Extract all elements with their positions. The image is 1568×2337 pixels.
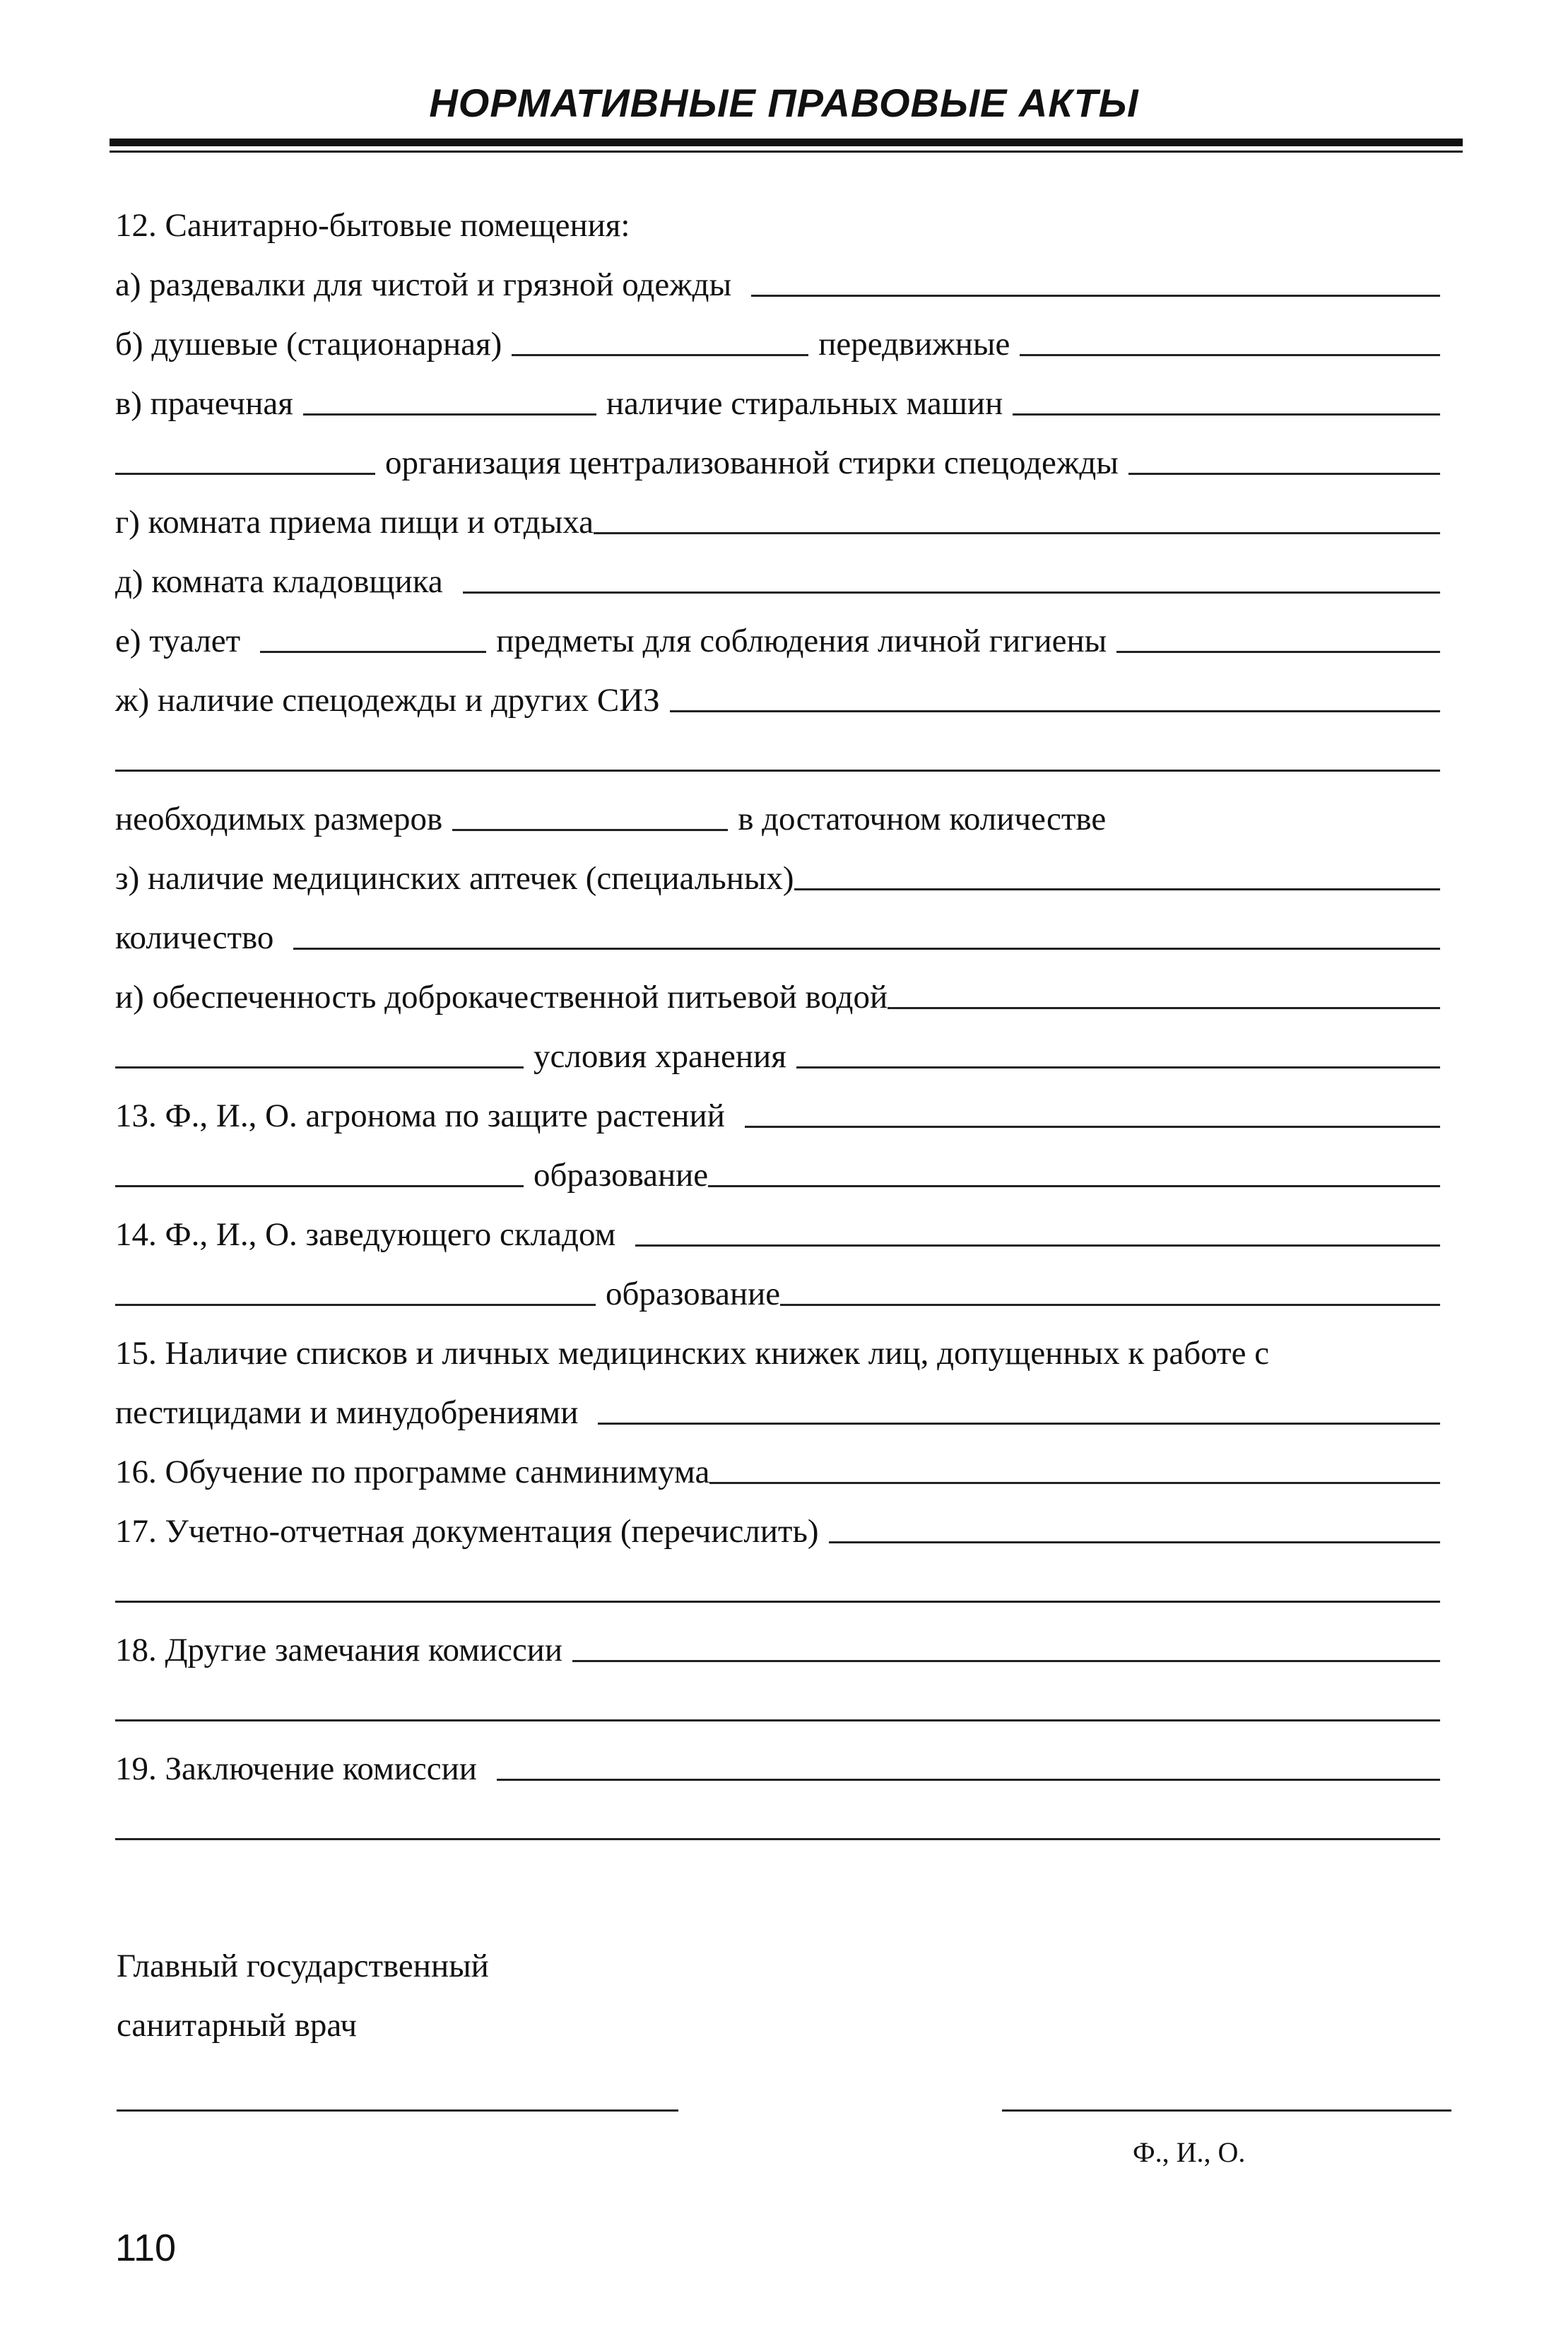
item-12e-hygiene-field[interactable] (1116, 651, 1440, 653)
item-12g-field[interactable] (594, 532, 1440, 534)
item-12i-storage-line (115, 1016, 1440, 1076)
item-12v-washers-field[interactable] (1013, 413, 1440, 416)
item-16-label: 16. Обучение по программе санминимума (115, 1454, 710, 1491)
item-17-line (115, 1491, 1440, 1550)
item-12e-line (115, 601, 1440, 660)
item-12v-washers-label: наличие стиральных машин (606, 385, 1003, 423)
item-16-field[interactable] (709, 1482, 1440, 1484)
item-12a-label: а) раздевалки для чистой и грязной одежды (115, 266, 732, 304)
item-12v-central-field[interactable] (1128, 473, 1440, 475)
item-12d-field[interactable] (463, 591, 1440, 594)
item-15-label-2: пестицидами и минудобрениями (115, 1394, 579, 1432)
item-12i-field[interactable] (888, 1007, 1440, 1009)
item-16-line (115, 1432, 1440, 1491)
item-12i-label: и) обеспеченность доброкачественной питьевой водой (115, 979, 888, 1016)
item-15-line-2 (115, 1372, 1440, 1432)
item-12zh-label: ж) наличие спецодежды и других СИЗ (115, 682, 660, 719)
item-14-edu-field[interactable] (780, 1304, 1440, 1306)
item-12b-label: б) душевые (стационарная) (115, 326, 502, 363)
item-12z-line (115, 838, 1440, 897)
item-17-label: 17. Учетно-отчетная документация (перечислить) (115, 1513, 819, 1550)
page-header-title: НОРМАТИВНЫЕ ПРАВОВЫЕ АКТЫ (429, 81, 1139, 125)
signatory-position-line-1: Главный государственный (117, 1948, 489, 1984)
item-12zh-sizes-field[interactable] (452, 829, 728, 831)
item-12zh-quantity-label: в достаточном количестве (738, 801, 1107, 838)
item-19-field[interactable] (497, 1779, 1440, 1781)
item-12v-label: в) прачечная (115, 385, 293, 423)
item-17-extra-field[interactable] (115, 1601, 1440, 1603)
item-12a-line (115, 245, 1440, 304)
item-15-field[interactable] (598, 1423, 1440, 1425)
item-13-edu-field[interactable] (708, 1185, 1440, 1187)
item-12b-mobile-label: передвижные (818, 326, 1010, 363)
fio-caption: Ф., И., О. (1133, 2136, 1246, 2168)
item-12e-hygiene-label: предметы для соблюдения личной гигиены (496, 623, 1107, 660)
item-12zh-sizes-label: необходимых размеров (115, 801, 443, 838)
item-19-line (115, 1729, 1440, 1788)
item-12e-toilet-field[interactable] (260, 651, 486, 653)
item-12zh-extra-line (115, 719, 1440, 779)
item-17-field[interactable] (829, 1541, 1440, 1543)
item-12b-mobile-field[interactable] (1020, 354, 1440, 356)
item-14-label: 14. Ф., И., О. заведующего складом (115, 1216, 616, 1254)
form-body (115, 185, 1440, 1847)
item-12a-field[interactable] (751, 295, 1440, 297)
page-number: 110 (115, 2227, 177, 2269)
item-12v-central-label: организация централизованной стирки спецодежды (385, 445, 1119, 482)
item-13-name-field[interactable] (115, 1185, 524, 1187)
item-13-field[interactable] (745, 1126, 1440, 1128)
item-14-name-field[interactable] (115, 1304, 596, 1306)
item-17-extra-line (115, 1550, 1440, 1610)
item-14-edu-label: образование (606, 1276, 781, 1313)
item-13-edu-label: образование (534, 1157, 709, 1194)
item-12z-count-field[interactable] (293, 948, 1440, 950)
item-12d-line (115, 541, 1440, 601)
item-14-line (115, 1194, 1440, 1254)
item-18-line (115, 1610, 1440, 1669)
item-12i-water-field[interactable] (115, 1066, 524, 1069)
item-12i-storage-label: условия хранения (534, 1038, 786, 1076)
item-18-extra-line (115, 1669, 1440, 1729)
item-12v-cont-field[interactable] (115, 473, 375, 475)
item-15-label-1: 15. Наличие списков и личных медицинских книжек лиц, допущенных к работе с (115, 1335, 1270, 1372)
item-18-extra-field[interactable] (115, 1719, 1440, 1721)
item-12g-label: г) комната приема пищи и отдыха (115, 504, 594, 541)
item-15-line-1 (115, 1313, 1440, 1372)
item-12i-storage-field[interactable] (796, 1066, 1440, 1069)
header-rule-thick (110, 139, 1463, 146)
item-12b-line (115, 304, 1440, 363)
item-18-field[interactable] (572, 1660, 1440, 1662)
item-12v-line (115, 363, 1440, 423)
item-19-extra-field[interactable] (115, 1838, 1440, 1840)
item-12zh-sizes-line (115, 779, 1440, 838)
item-12z-count-label: количество (115, 919, 274, 957)
item-12-title-line (115, 185, 1440, 245)
item-13-line (115, 1076, 1440, 1135)
item-12-title: 12. Санитарно-бытовые помещения: (115, 207, 630, 245)
item-12zh-line (115, 660, 1440, 719)
item-12b-stationary-field[interactable] (512, 354, 808, 356)
signatory-position-line-2: санитарный врач (117, 2007, 358, 2044)
item-12v-cont-line (115, 423, 1440, 482)
item-13-label: 13. Ф., И., О. агронома по защите растений (115, 1097, 725, 1135)
item-12z-count-line (115, 897, 1440, 957)
item-12zh-extra-field[interactable] (115, 770, 1440, 772)
item-12d-label: д) комната кладовщика (115, 563, 443, 601)
item-19-label: 19. Заключение комиссии (115, 1750, 477, 1788)
item-12e-label: е) туалет (115, 623, 241, 660)
signature-field[interactable] (117, 2109, 678, 2112)
signatory-fio-field[interactable] (1002, 2109, 1451, 2112)
item-12z-field[interactable] (794, 888, 1440, 890)
item-14-field[interactable] (635, 1244, 1440, 1247)
item-12v-laundry-field[interactable] (303, 413, 596, 416)
item-14-edu-line (115, 1254, 1440, 1313)
signatory-block (117, 1936, 489, 2055)
item-12i-line (115, 957, 1440, 1016)
item-18-label: 18. Другие замечания комиссии (115, 1632, 562, 1669)
item-13-edu-line (115, 1135, 1440, 1194)
item-12zh-field[interactable] (670, 710, 1440, 712)
item-19-extra-line (115, 1788, 1440, 1847)
item-12g-line (115, 482, 1440, 541)
item-12z-label: з) наличие медицинских аптечек (специальных) (115, 860, 794, 897)
header-rule-thin (110, 151, 1463, 153)
